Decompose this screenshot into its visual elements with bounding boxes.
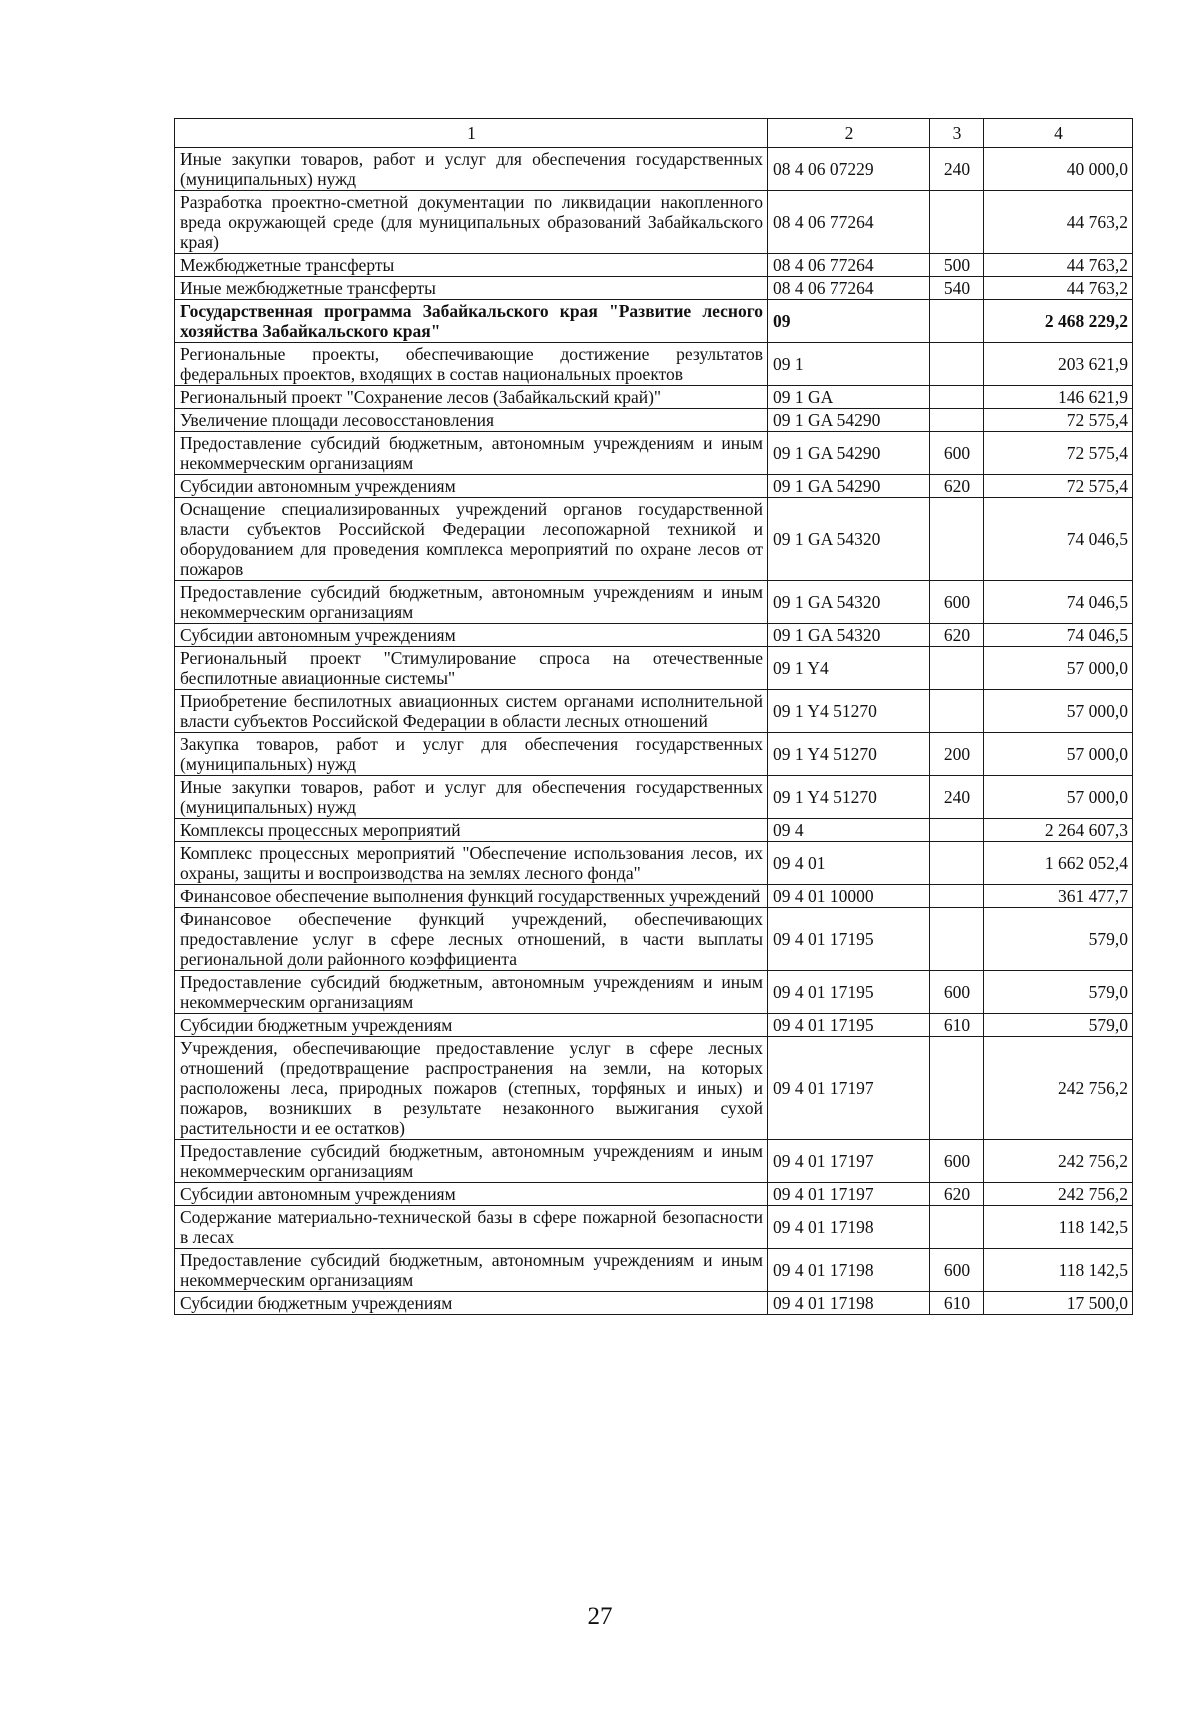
column-header-4: 4 bbox=[984, 119, 1133, 148]
row-code-cell: 09 bbox=[768, 300, 930, 343]
row-type-cell bbox=[930, 498, 984, 581]
column-header-3: 3 bbox=[930, 119, 984, 148]
row-name-cell: Субсидии автономным учреждениям bbox=[175, 624, 768, 647]
table-row bbox=[175, 254, 1133, 277]
row-name-cell: Государственная программа Забайкальского края "Развитие лесного хозяйства Забайкальского края" bbox=[175, 300, 768, 343]
row-name-cell: Разработка проектно-сметной документации по ликвидации накопленного вреда окружающей среде (для муниципальных образований Забайкальского края) bbox=[175, 191, 768, 254]
row-name-cell: Иные закупки товаров, работ и услуг для обеспечения государственных (муниципальных) нужд bbox=[175, 148, 768, 191]
table-row bbox=[175, 1140, 1133, 1183]
budget-table bbox=[174, 118, 1133, 1315]
row-name-cell: Региональный проект "Стимулирование спроса на отечественные беспилотные авиационные системы" bbox=[175, 647, 768, 690]
row-name-cell: Содержание материально-технической базы в сфере пожарной безопасности в лесах bbox=[175, 1206, 768, 1249]
row-code-cell: 09 1 Y4 51270 bbox=[768, 733, 930, 776]
row-name-cell: Закупка товаров, работ и услуг для обеспечения государственных (муниципальных) нужд bbox=[175, 733, 768, 776]
row-code-cell: 09 1 GA 54290 bbox=[768, 432, 930, 475]
table-row bbox=[175, 971, 1133, 1014]
row-name-cell: Региональные проекты, обеспечивающие достижение результатов федеральных проектов, входящих в состав национальных проектов bbox=[175, 343, 768, 386]
table-row bbox=[175, 475, 1133, 498]
row-amount-cell: 579,0 bbox=[984, 908, 1133, 971]
row-amount-cell: 74 046,5 bbox=[984, 498, 1133, 581]
row-amount-cell: 57 000,0 bbox=[984, 647, 1133, 690]
table-row bbox=[175, 733, 1133, 776]
row-type-cell bbox=[930, 842, 984, 885]
row-code-cell: 09 4 01 17197 bbox=[768, 1183, 930, 1206]
row-type-cell: 200 bbox=[930, 733, 984, 776]
table-row bbox=[175, 277, 1133, 300]
row-amount-cell: 44 763,2 bbox=[984, 254, 1133, 277]
table-row bbox=[175, 908, 1133, 971]
row-name-cell: Финансовое обеспечение выполнения функций государственных учреждений bbox=[175, 885, 768, 908]
row-amount-cell: 44 763,2 bbox=[984, 277, 1133, 300]
column-header-2: 2 bbox=[768, 119, 930, 148]
row-amount-cell: 203 621,9 bbox=[984, 343, 1133, 386]
row-name-cell: Субсидии автономным учреждениям bbox=[175, 475, 768, 498]
row-type-cell bbox=[930, 1037, 984, 1140]
table-body bbox=[175, 148, 1133, 1315]
row-amount-cell: 57 000,0 bbox=[984, 733, 1133, 776]
row-name-cell: Субсидии бюджетным учреждениям bbox=[175, 1014, 768, 1037]
row-name-cell: Комплекс процессных мероприятий "Обеспечение использования лесов, их охраны, защиты и воспроизводства на землях лесного фонда" bbox=[175, 842, 768, 885]
table-row bbox=[175, 690, 1133, 733]
row-amount-cell: 118 142,5 bbox=[984, 1206, 1133, 1249]
row-type-cell: 600 bbox=[930, 1140, 984, 1183]
row-name-cell: Предоставление субсидий бюджетным, автономным учреждениям и иным некоммерческим организациям bbox=[175, 1140, 768, 1183]
row-type-cell: 610 bbox=[930, 1014, 984, 1037]
row-code-cell: 09 4 01 17195 bbox=[768, 908, 930, 971]
table-row bbox=[175, 776, 1133, 819]
row-amount-cell: 579,0 bbox=[984, 1014, 1133, 1037]
row-name-cell: Межбюджетные трансферты bbox=[175, 254, 768, 277]
row-type-cell: 600 bbox=[930, 432, 984, 475]
table-row bbox=[175, 343, 1133, 386]
row-name-cell: Иные межбюджетные трансферты bbox=[175, 277, 768, 300]
row-amount-cell: 1 662 052,4 bbox=[984, 842, 1133, 885]
row-name-cell: Предоставление субсидий бюджетным, автономным учреждениям и иным некоммерческим организациям bbox=[175, 971, 768, 1014]
row-type-cell bbox=[930, 690, 984, 733]
table-row bbox=[175, 819, 1133, 842]
row-type-cell bbox=[930, 908, 984, 971]
row-amount-cell: 57 000,0 bbox=[984, 776, 1133, 819]
row-code-cell: 09 1 GA 54320 bbox=[768, 581, 930, 624]
row-code-cell: 09 4 01 17197 bbox=[768, 1140, 930, 1183]
table-row bbox=[175, 300, 1133, 343]
row-type-cell: 600 bbox=[930, 581, 984, 624]
row-type-cell bbox=[930, 409, 984, 432]
row-amount-cell: 579,0 bbox=[984, 971, 1133, 1014]
table-row bbox=[175, 885, 1133, 908]
row-code-cell: 09 4 01 17198 bbox=[768, 1206, 930, 1249]
row-code-cell: 09 1 GA 54320 bbox=[768, 498, 930, 581]
table-row bbox=[175, 148, 1133, 191]
row-type-cell: 620 bbox=[930, 1183, 984, 1206]
row-amount-cell: 74 046,5 bbox=[984, 624, 1133, 647]
row-code-cell: 09 1 Y4 51270 bbox=[768, 776, 930, 819]
row-amount-cell: 242 756,2 bbox=[984, 1140, 1133, 1183]
row-code-cell: 08 4 06 77264 bbox=[768, 254, 930, 277]
row-type-cell: 600 bbox=[930, 971, 984, 1014]
table-row bbox=[175, 647, 1133, 690]
table-row bbox=[175, 409, 1133, 432]
table-row bbox=[175, 386, 1133, 409]
row-name-cell: Региональный проект "Сохранение лесов (Забайкальский край)" bbox=[175, 386, 768, 409]
row-code-cell: 09 4 01 17198 bbox=[768, 1292, 930, 1315]
row-name-cell: Иные закупки товаров, работ и услуг для обеспечения государственных (муниципальных) нужд bbox=[175, 776, 768, 819]
row-name-cell: Комплексы процессных мероприятий bbox=[175, 819, 768, 842]
row-name-cell: Субсидии бюджетным учреждениям bbox=[175, 1292, 768, 1315]
row-name-cell: Предоставление субсидий бюджетным, автономным учреждениям и иным некоммерческим организациям bbox=[175, 1249, 768, 1292]
table-row bbox=[175, 842, 1133, 885]
row-name-cell: Учреждения, обеспечивающие предоставление услуг в сфере лесных отношений (предотвращение распространения на земли, на которых расположены леса, природных пожаров (степных, торфяных и иных) и пожаров, возникших в результате незаконного выжигания сухой растительности и ее остатков) bbox=[175, 1037, 768, 1140]
page-number: 27 bbox=[587, 1603, 613, 1630]
row-type-cell bbox=[930, 300, 984, 343]
row-name-cell: Увеличение площади лесовосстановления bbox=[175, 409, 768, 432]
table-row bbox=[175, 191, 1133, 254]
row-amount-cell: 2 468 229,2 bbox=[984, 300, 1133, 343]
row-code-cell: 09 1 bbox=[768, 343, 930, 386]
row-code-cell: 09 4 01 17198 bbox=[768, 1249, 930, 1292]
row-amount-cell: 40 000,0 bbox=[984, 148, 1133, 191]
row-type-cell: 620 bbox=[930, 475, 984, 498]
row-type-cell bbox=[930, 191, 984, 254]
row-type-cell bbox=[930, 1206, 984, 1249]
column-header-1: 1 bbox=[175, 119, 768, 148]
row-amount-cell: 17 500,0 bbox=[984, 1292, 1133, 1315]
row-code-cell: 09 1 GA bbox=[768, 386, 930, 409]
row-type-cell bbox=[930, 819, 984, 842]
row-code-cell: 08 4 06 07229 bbox=[768, 148, 930, 191]
table-row bbox=[175, 1206, 1133, 1249]
row-amount-cell: 72 575,4 bbox=[984, 432, 1133, 475]
table-row bbox=[175, 1037, 1133, 1140]
row-code-cell: 09 4 01 10000 bbox=[768, 885, 930, 908]
row-name-cell: Приобретение беспилотных авиационных систем органами исполнительной власти субъектов Российской Федерации в области лесных отношений bbox=[175, 690, 768, 733]
row-amount-cell: 44 763,2 bbox=[984, 191, 1133, 254]
row-code-cell: 09 1 GA 54320 bbox=[768, 624, 930, 647]
row-code-cell: 09 4 01 17195 bbox=[768, 1014, 930, 1037]
table-row bbox=[175, 624, 1133, 647]
row-code-cell: 09 4 bbox=[768, 819, 930, 842]
table-row bbox=[175, 1249, 1133, 1292]
row-code-cell: 09 4 01 bbox=[768, 842, 930, 885]
row-code-cell: 09 1 GA 54290 bbox=[768, 475, 930, 498]
row-code-cell: 09 4 01 17195 bbox=[768, 971, 930, 1014]
row-type-cell bbox=[930, 386, 984, 409]
table-row bbox=[175, 1292, 1133, 1315]
row-type-cell: 620 bbox=[930, 624, 984, 647]
row-amount-cell: 57 000,0 bbox=[984, 690, 1133, 733]
row-type-cell: 500 bbox=[930, 254, 984, 277]
row-name-cell: Субсидии автономным учреждениям bbox=[175, 1183, 768, 1206]
row-amount-cell: 146 621,9 bbox=[984, 386, 1133, 409]
row-amount-cell: 74 046,5 bbox=[984, 581, 1133, 624]
row-code-cell: 09 1 Y4 bbox=[768, 647, 930, 690]
row-type-cell: 240 bbox=[930, 776, 984, 819]
row-amount-cell: 72 575,4 bbox=[984, 475, 1133, 498]
row-code-cell: 09 1 GA 54290 bbox=[768, 409, 930, 432]
row-amount-cell: 242 756,2 bbox=[984, 1037, 1133, 1140]
row-type-cell: 610 bbox=[930, 1292, 984, 1315]
row-type-cell bbox=[930, 647, 984, 690]
row-amount-cell: 2 264 607,3 bbox=[984, 819, 1133, 842]
table-row bbox=[175, 498, 1133, 581]
row-type-cell: 240 bbox=[930, 148, 984, 191]
row-code-cell: 08 4 06 77264 bbox=[768, 277, 930, 300]
row-type-cell: 540 bbox=[930, 277, 984, 300]
row-name-cell: Предоставление субсидий бюджетным, автономным учреждениям и иным некоммерческим организациям bbox=[175, 581, 768, 624]
table-row bbox=[175, 1014, 1133, 1037]
row-amount-cell: 72 575,4 bbox=[984, 409, 1133, 432]
row-code-cell: 09 1 Y4 51270 bbox=[768, 690, 930, 733]
row-code-cell: 09 4 01 17197 bbox=[768, 1037, 930, 1140]
row-amount-cell: 242 756,2 bbox=[984, 1183, 1133, 1206]
table-row bbox=[175, 581, 1133, 624]
row-code-cell: 08 4 06 77264 bbox=[768, 191, 930, 254]
row-name-cell: Оснащение специализированных учреждений органов государственной власти субъектов Российской Федерации лесопожарной техникой и оборудованием для проведения комплекса мероприятий по охране лесов от пожаров bbox=[175, 498, 768, 581]
row-amount-cell: 361 477,7 bbox=[984, 885, 1133, 908]
row-type-cell bbox=[930, 343, 984, 386]
row-type-cell: 600 bbox=[930, 1249, 984, 1292]
row-name-cell: Предоставление субсидий бюджетным, автономным учреждениям и иным некоммерческим организациям bbox=[175, 432, 768, 475]
row-type-cell bbox=[930, 885, 984, 908]
row-amount-cell: 118 142,5 bbox=[984, 1249, 1133, 1292]
table-row bbox=[175, 1183, 1133, 1206]
table-row bbox=[175, 432, 1133, 475]
table-header-row bbox=[175, 119, 1133, 148]
row-name-cell: Финансовое обеспечение функций учреждений, обеспечивающих предоставление услуг в сфере лесных отношений, в части выплаты региональной доли районного коэффициента bbox=[175, 908, 768, 971]
